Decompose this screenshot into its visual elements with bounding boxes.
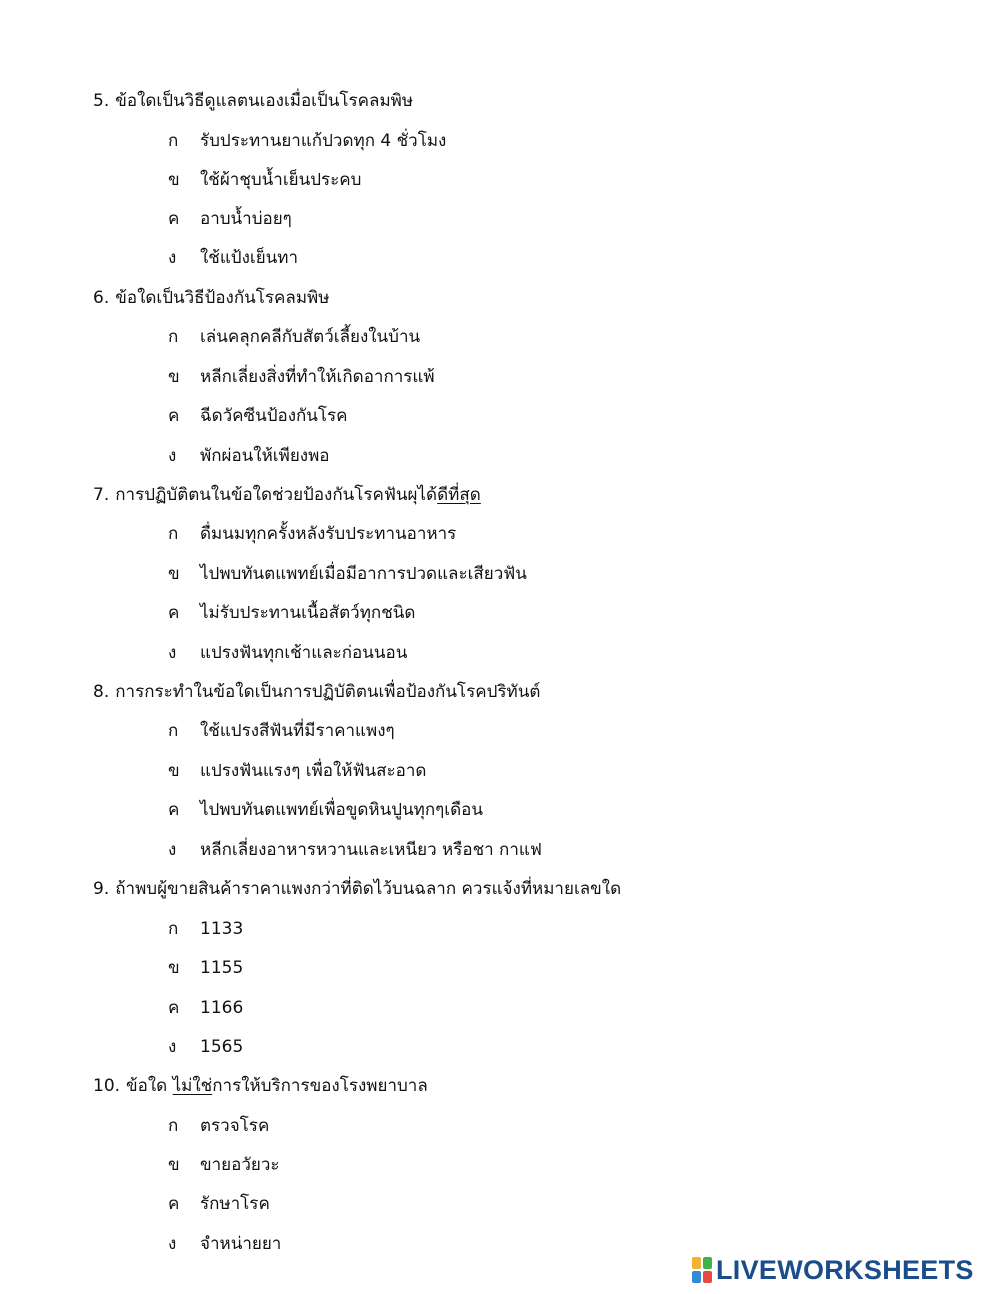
option-text: ไม่รับประทานเนื้อสัตว์ทุกชนิด: [200, 603, 416, 623]
option-text: แปรงฟันทุกเช้าและก่อนนอน: [200, 643, 408, 663]
question-number: 10.: [93, 1076, 121, 1096]
option[interactable]: [168, 169, 361, 191]
question-text: [93, 287, 329, 309]
option-text: 1133: [200, 919, 244, 939]
option[interactable]: [168, 405, 348, 427]
question-emphasis: ไม่ใช่: [172, 1076, 213, 1096]
logo-block: [692, 1271, 701, 1283]
option-letter: ก: [168, 721, 179, 741]
option-letter: ก: [168, 1116, 179, 1136]
question-emphasis: ดีที่สุด: [437, 485, 481, 505]
question-stem: ข้อใดเป็นวิธีป้องกันโรคลมพิษ: [115, 288, 330, 308]
option[interactable]: [168, 839, 542, 861]
option-text: ไปพบทันตแพทย์เมื่อมีอาการปวดและเสียวฟัน: [200, 564, 527, 584]
option[interactable]: [168, 247, 298, 269]
option-letter: ข: [168, 564, 180, 584]
logo-block: [703, 1271, 712, 1283]
option[interactable]: [168, 1036, 243, 1058]
option-text: เล่นคลุกคลีกับสัตว์เลี้ยงในบ้าน: [200, 327, 421, 347]
option-text: ใช้แป้งเย็นทา: [200, 248, 299, 268]
option[interactable]: [168, 1115, 269, 1137]
option-letter: ข: [168, 761, 180, 781]
question-stem-end: การให้บริการของโรงพยาบาล: [212, 1076, 428, 1096]
question-stem: การกระทำในข้อใดเป็นการปฏิบัติตนเพื่อป้องกันโรคปริทันต์: [115, 682, 541, 702]
option[interactable]: [168, 1193, 270, 1215]
option-letter: ก: [168, 919, 179, 939]
option-letter: ง: [168, 643, 177, 663]
question-stem: การปฏิบัติตนในข้อใดช่วยป้องกันโรคฟันผุได้: [115, 485, 438, 505]
logo-mark-icon: [692, 1257, 712, 1283]
option-text: จำหน่ายยา: [200, 1234, 282, 1254]
question-text: [93, 1075, 428, 1097]
option-letter: ค: [168, 800, 180, 820]
option[interactable]: [168, 760, 426, 782]
option-text: ตรวจโรค: [200, 1116, 270, 1136]
option-letter: ข: [168, 170, 180, 190]
logo-block: [692, 1257, 701, 1269]
question-text: [93, 484, 481, 506]
question-text: [93, 90, 413, 112]
question-text: [93, 681, 540, 703]
option[interactable]: [168, 602, 415, 624]
option[interactable]: [168, 957, 243, 979]
option-text: พักผ่อนให้เพียงพอ: [200, 446, 330, 466]
option[interactable]: [168, 642, 407, 664]
question-number: 9.: [93, 879, 110, 899]
question-stem: ถ้าพบผู้ขายสินค้าราคาแพงกว่าที่ติดไว้บนฉลาก ควรแจ้งที่หมายเลขใด: [115, 879, 622, 899]
question-number: 6.: [93, 288, 110, 308]
option-text: รักษาโรค: [200, 1194, 270, 1214]
option-letter: ง: [168, 248, 177, 268]
option-letter: ข: [168, 367, 180, 387]
option-letter: ค: [168, 603, 180, 623]
option-letter: ก: [168, 131, 179, 151]
option-text: ใช้แปรงสีฟันที่มีราคาแพงๆ: [200, 721, 395, 741]
option-letter: ก: [168, 524, 179, 544]
option[interactable]: [168, 720, 395, 742]
option-text: 1166: [200, 998, 244, 1018]
question-text: [93, 878, 621, 900]
option-letter: ก: [168, 327, 179, 347]
liveworksheets-logo: [692, 1252, 974, 1288]
option-text: 1565: [200, 1037, 244, 1057]
question-number: 7.: [93, 485, 110, 505]
option-letter: ค: [168, 209, 180, 229]
option-text: อาบน้ำบ่อยๆ: [200, 209, 292, 229]
option-letter: ง: [168, 1037, 177, 1057]
option-letter: ข: [168, 1155, 180, 1175]
option-text: ไปพบทันตแพทย์เพื่อขูดหินปูนทุกๆเดือน: [200, 800, 483, 820]
option-letter: ง: [168, 840, 177, 860]
option-letter: ค: [168, 1194, 180, 1214]
option[interactable]: [168, 799, 483, 821]
option-text: ฉีดวัคซีนป้องกันโรค: [200, 406, 348, 426]
option-letter: ข: [168, 958, 180, 978]
option-letter: ง: [168, 446, 177, 466]
option[interactable]: [168, 997, 243, 1019]
option[interactable]: [168, 1233, 281, 1255]
option-text: 1155: [200, 958, 244, 978]
brand-name: LIVEWORKSHEETS: [716, 1255, 974, 1285]
question-number: 5.: [93, 91, 110, 111]
option[interactable]: [168, 208, 292, 230]
option[interactable]: [168, 366, 435, 388]
option[interactable]: [168, 130, 446, 152]
question-number: 8.: [93, 682, 110, 702]
option-text: แปรงฟันแรงๆ เพื่อให้ฟันสะอาด: [200, 761, 427, 781]
option[interactable]: [168, 445, 330, 467]
option-letter: ค: [168, 998, 180, 1018]
option-text: ใช้ผ้าชุบน้ำเย็นประคบ: [200, 170, 362, 190]
option-text: หลีกเลี่ยงอาหารหวานและเหนียว หรือชา กาแฟ: [200, 840, 542, 860]
option-text: ขายอวัยวะ: [200, 1155, 280, 1175]
logo-block: [703, 1257, 712, 1269]
option[interactable]: [168, 918, 243, 940]
option-text: รับประทานยาแก้ปวดทุก 4 ชั่วโมง: [200, 131, 447, 151]
option-letter: ค: [168, 406, 180, 426]
option[interactable]: [168, 326, 420, 348]
question-stem: ข้อใดเป็นวิธีดูแลตนเองเมื่อเป็นโรคลมพิษ: [115, 91, 414, 111]
option-letter: ง: [168, 1234, 177, 1254]
option[interactable]: [168, 523, 456, 545]
option[interactable]: [168, 1154, 280, 1176]
option[interactable]: [168, 563, 527, 585]
option-text: ดื่มนมทุกครั้งหลังรับประทานอาหาร: [200, 524, 457, 544]
question-stem: ข้อใด: [126, 1076, 173, 1096]
option-text: หลีกเลี่ยงสิ่งที่ทำให้เกิดอาการแพ้: [200, 367, 435, 387]
